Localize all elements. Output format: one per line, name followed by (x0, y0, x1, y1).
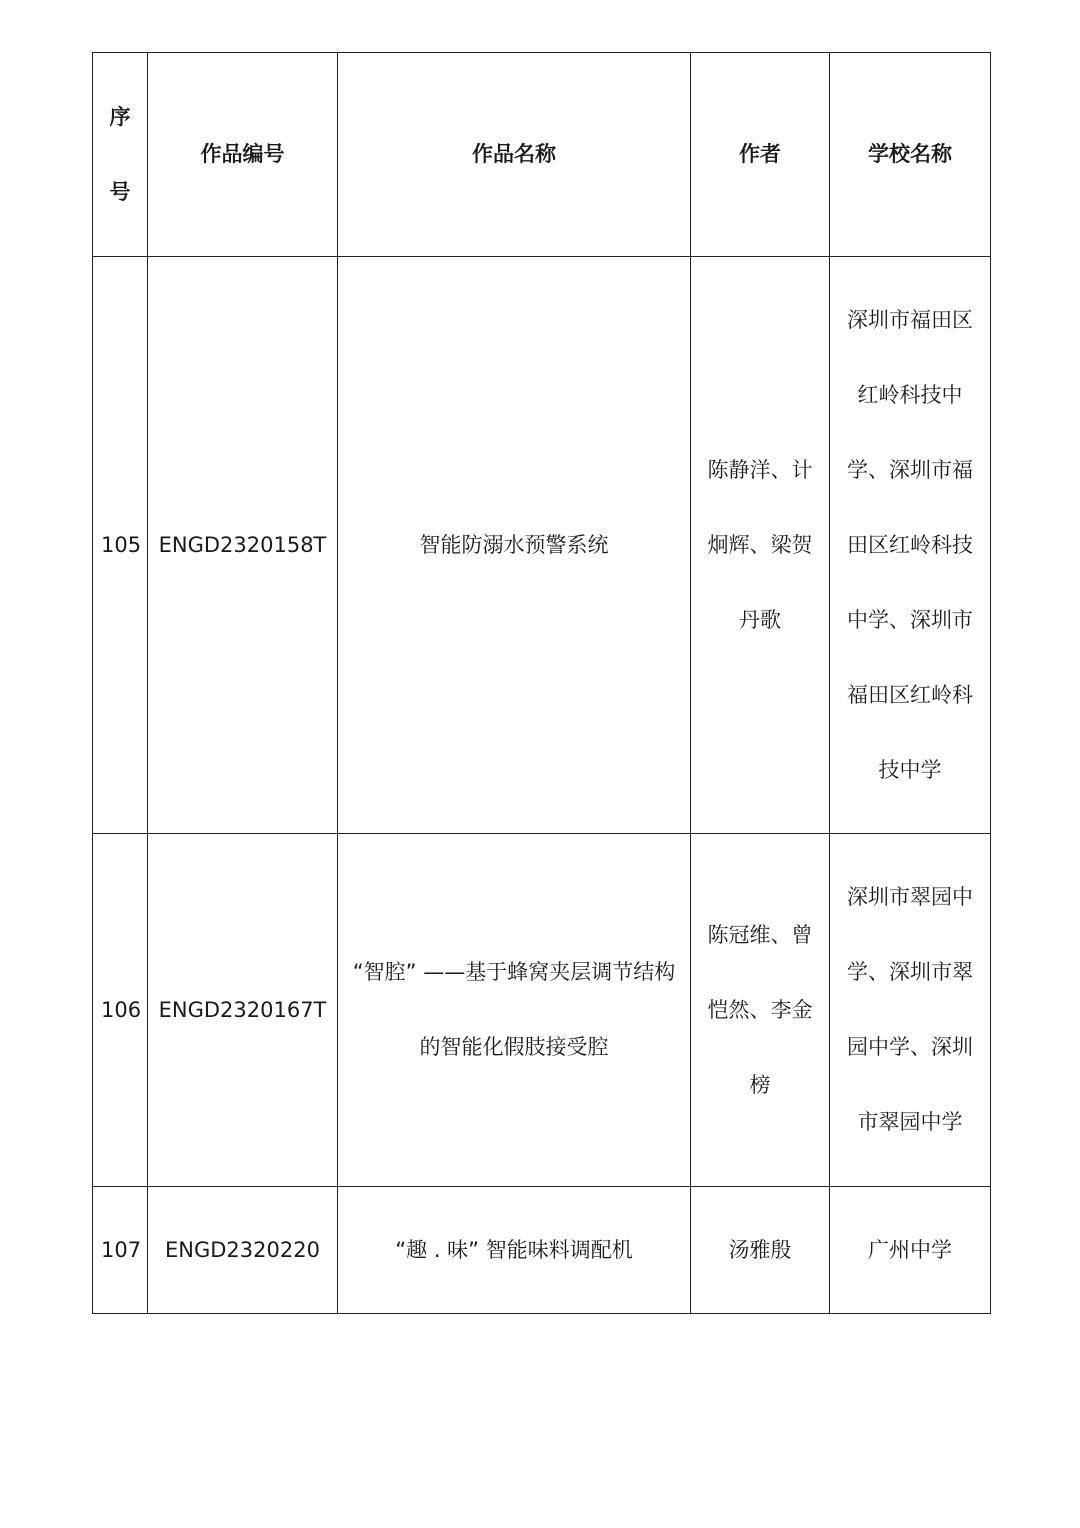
table-header-row (93, 53, 991, 257)
cell-school (830, 834, 991, 1187)
cell-name-text: 智能防溺水预警系统 (419, 532, 609, 557)
cell-seq: 106 (93, 834, 148, 1187)
header-name: 作品名称 (338, 53, 691, 257)
cell-name (338, 1187, 691, 1314)
cell-author-text: 汤雅殷 (728, 1237, 792, 1262)
header-school: 学校名称 (830, 53, 991, 257)
cell-school-text: 广州中学 (868, 1237, 952, 1262)
cell-author-text: 陈冠维、曾恺然、李金榜 (707, 922, 813, 1097)
cell-code: ENGD2320158T (148, 257, 338, 834)
cell-school-text: 深圳市翠园中学、深圳市翠园中学、深圳市翠园中学 (847, 885, 973, 1134)
table-row (93, 257, 991, 834)
header-author: 作者 (691, 53, 830, 257)
table-row (93, 1187, 991, 1314)
cell-author (691, 257, 830, 834)
cell-school (830, 1187, 991, 1314)
cell-code: ENGD2320220 (148, 1187, 338, 1314)
cell-author (691, 834, 830, 1187)
cell-name-text: “趣 . 味” 智能味料调配机 (395, 1237, 633, 1262)
cell-seq: 105 (93, 257, 148, 834)
cell-school (830, 257, 991, 834)
cell-school-text: 深圳市福田区红岭科技中学、深圳市福田区红岭科技中学、深圳市福田区红岭科技中学 (847, 307, 973, 782)
cell-name (338, 257, 691, 834)
cell-code: ENGD2320167T (148, 834, 338, 1187)
cell-seq: 107 (93, 1187, 148, 1314)
cell-name-text: “智腔” ——基于蜂窝夹层调节结构的智能化假肢接受腔 (352, 960, 676, 1059)
header-seq: 序号 (93, 53, 148, 257)
award-list-table (92, 52, 991, 1314)
cell-author-text: 陈静洋、计炯辉、梁贺丹歌 (707, 457, 813, 632)
table-row (93, 834, 991, 1187)
cell-author (691, 1187, 830, 1314)
header-code: 作品编号 (148, 53, 338, 257)
cell-name (338, 834, 691, 1187)
